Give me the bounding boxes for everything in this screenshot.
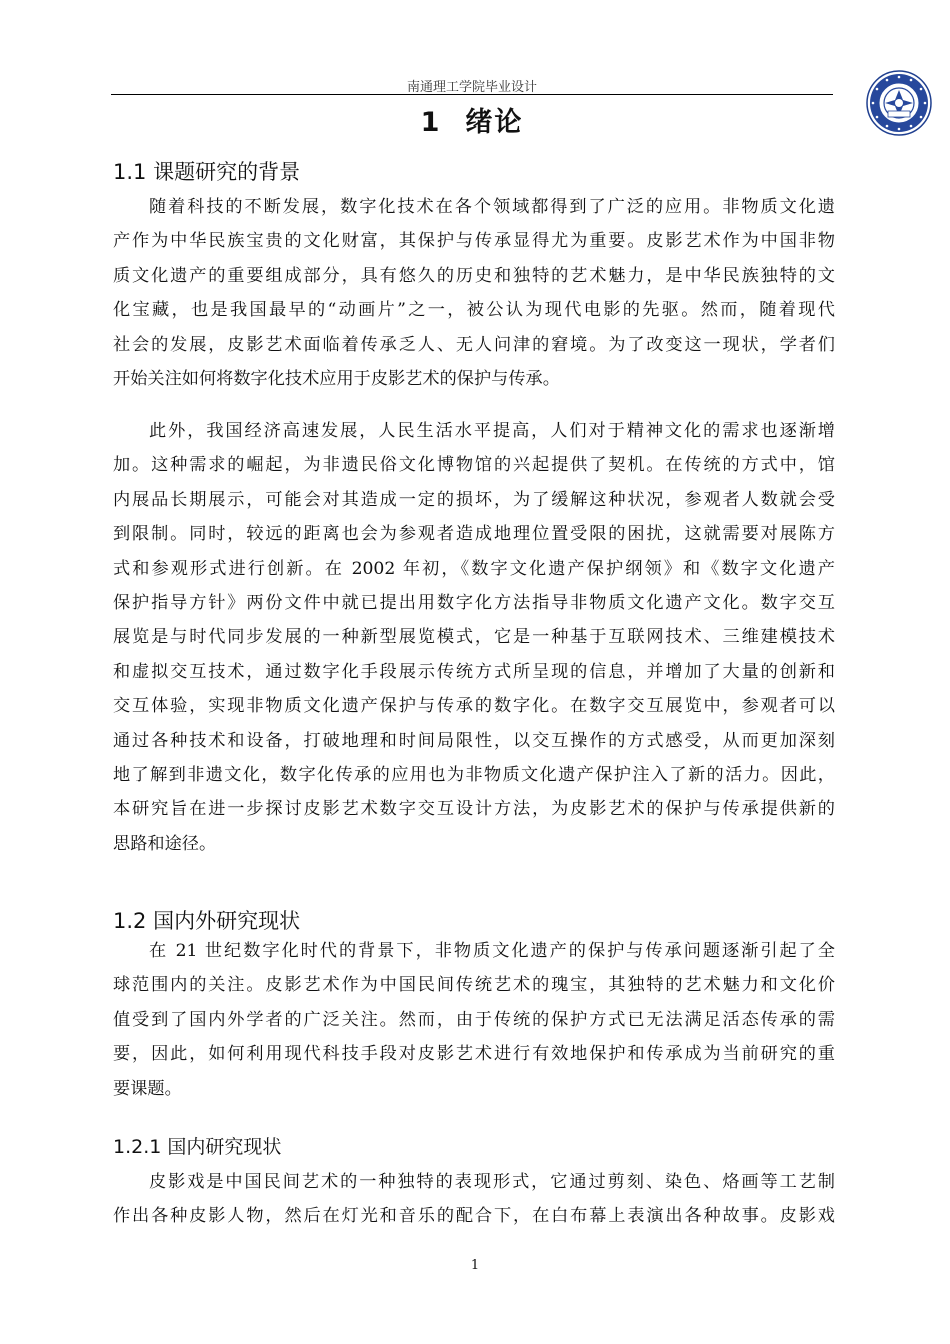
text-line: 加。这种需求的崛起，为非遗民俗文化博物馆的兴起提供了契机。在传统的方式中，馆 (113, 455, 835, 476)
header-rule (111, 94, 833, 95)
section-heading-1-1: 1.1 课题研究的背景 (113, 160, 301, 184)
text-line: 保护指导方针》两份文件中就已提出用数字化方法指导非物质文化遗产文化。数字交互 (113, 592, 835, 613)
page-number: 1 (470, 1258, 480, 1273)
text-line: 此外，我国经济高速发展，人民生活水平提高，人们对于精神文化的需求也逐渐增 (149, 421, 835, 441)
text-line: 交互体验，实现非物质文化遗产保护与传承的数字化。在数字交互展览中，参观者可以 (113, 696, 835, 717)
text-line: 展览是与时代同步发展的一种新型展览模式，它是一种基于互联网技术、三维建模技术 (113, 627, 835, 648)
text-line: 在 21 世纪数字化时代的背景下，非物质文化遗产的保护与传承问题逐渐引起了全 (149, 941, 835, 961)
text-line: 思路和途径。 (113, 833, 217, 854)
school-seal-logo (866, 70, 932, 136)
chapter-title-text: 绪论 (465, 107, 524, 138)
paragraph-1-1-b (113, 414, 835, 861)
text-line: 随着科技的不断发展，数字化技术在各个领域都得到了广泛的应用。非物质文化遗 (149, 197, 835, 217)
text-line: 作出各种皮影人物，然后在灯光和音乐的配合下，在白布幕上表演出各种故事。皮影戏 (113, 1206, 835, 1227)
text-line: 本研究旨在进一步探讨皮影艺术数字交互设计方法，为皮影艺术的保护与传承提供新的 (113, 799, 835, 820)
chapter-title (111, 100, 833, 139)
text-line: 化宝藏，也是我国最早的“动画片”之一，被公认为现代电影的先驱。然而，随着现代 (113, 300, 835, 321)
text-line: 到限制。同时，较远的距离也会为参观者造成地理位置受限的困扰，这就需要对展陈方 (113, 524, 835, 545)
text-line: 开始关注如何将数字化技术应用于皮影艺术的保护与传承。 (113, 368, 560, 389)
paragraph-1-2 (113, 934, 835, 1106)
text-line: 要，因此，如何利用现代科技手段对皮影艺术进行有效地保护和传承成为当前研究的重 (113, 1044, 835, 1065)
text-line: 产作为中华民族宝贵的文化财富，其保护与传承显得尤为重要。皮影艺术作为中国非物 (113, 231, 835, 252)
text-line: 式和参观形式进行创新。在 2002 年初，《数字文化遗产保护纲领》和《数字文化遗产 (113, 558, 835, 579)
text-line: 内展品长期展示，可能会对其造成一定的损坏，为了缓解这种状况，参观者人数就会受 (113, 489, 835, 510)
running-header: 南通理工学院毕业设计 (406, 80, 537, 95)
text-line: 值受到了国内外学者的广泛关注。然而，由于传统的保护方式已无法满足活态传承的需 (113, 1009, 835, 1030)
text-line: 皮影戏是中国民间艺术的一种独特的表现形式，它通过剪刻、染色、烙画等工艺制 (149, 1172, 835, 1192)
chapter-number: 1 (420, 107, 442, 138)
text-line: 和虚拟交互技术，通过数字化手段展示传统方式所呈现的信息，并增加了大量的创新和 (113, 661, 835, 682)
text-line: 社会的发展，皮影艺术面临着传承乏人、无人问津的窘境。为了改变这一现状，学者们 (113, 334, 835, 355)
text-line: 球范围内的关注。皮影艺术作为中国民间传统艺术的瑰宝，其独特的艺术魅力和文化价 (113, 975, 835, 996)
text-line: 要课题。 (113, 1078, 182, 1099)
paragraph-1-2-1 (113, 1165, 835, 1234)
paragraph-1-1-a (113, 190, 835, 396)
text-line: 地了解到非遗文化，数字化传承的应用也为非物质文化遗产保护注入了新的活力。因此， (113, 764, 835, 785)
section-heading-1-2-1: 1.2.1 国内研究现状 (113, 1136, 282, 1158)
text-line: 质文化遗产的重要组成部分，具有悠久的历史和独特的艺术魅力，是中华民族独特的文 (113, 265, 835, 286)
section-heading-1-2: 1.2 国内外研究现状 (113, 909, 301, 933)
text-line: 通过各种技术和设备，打破地理和时间局限性，以交互操作的方式感受，从而更加深刻 (113, 730, 835, 751)
